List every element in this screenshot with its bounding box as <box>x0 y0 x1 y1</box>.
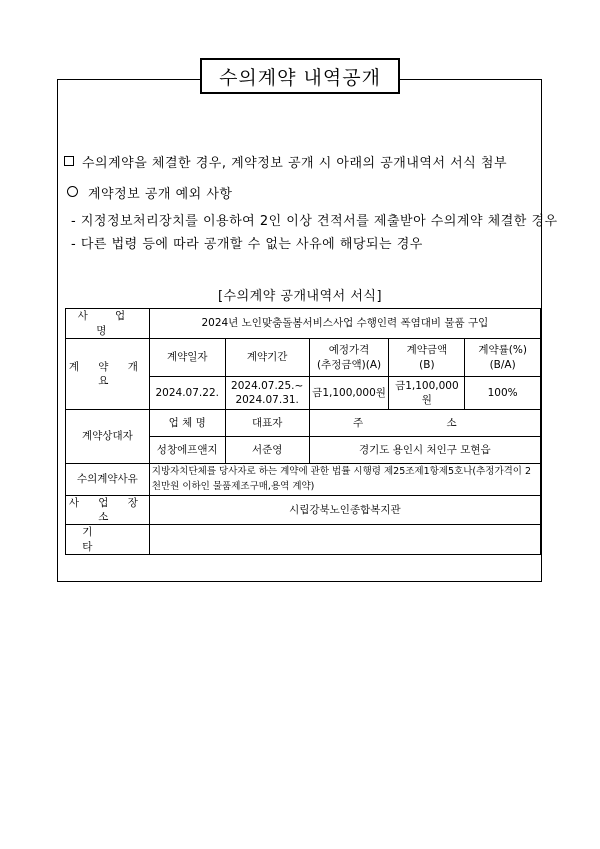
header-period: 계약기간 <box>225 339 309 377</box>
project-label: 사 업 명 <box>66 309 150 339</box>
table-row <box>66 410 541 437</box>
place-label: 사 업 장 소 <box>66 496 150 525</box>
header-amount-line1: 계약금액 <box>406 344 448 357</box>
exception-heading-text: 계약정보 공개 예외 사항 <box>88 187 233 202</box>
table-row <box>66 309 541 339</box>
value-date: 2024.07.22. <box>149 377 225 410</box>
value-period-line2: 2024.07.31. <box>235 394 299 406</box>
page-title-text: 수의계약 내역공개 <box>219 66 381 89</box>
form-title: [수의계약 공개내역서 서식] <box>217 289 383 304</box>
table-row <box>66 464 541 496</box>
notice-line <box>64 152 507 171</box>
square-bullet-icon <box>64 156 74 166</box>
reason-label: 수의계약사유 <box>66 464 150 496</box>
exception-item: - 지정정보처리장치를 이용하여 2인 이상 견적서를 제출받아 수의계약 체결한 경우 <box>71 214 558 229</box>
header-estimate <box>309 339 389 377</box>
place-value: 시립강북노인종합복지관 <box>149 496 540 525</box>
header-date: 계약일자 <box>149 339 225 377</box>
party-company: 성창에프앤지 <box>149 437 225 464</box>
exception-item: - 다른 법령 등에 따라 공개할 수 없는 사유에 해당되는 경우 <box>71 237 423 252</box>
value-period <box>225 377 309 410</box>
header-estimate-line2: (추정금액)(A) <box>316 358 382 371</box>
party-header-ceo: 대표자 <box>225 410 309 437</box>
header-amount-line2: (B) <box>419 358 435 371</box>
notice-text: 수의계약을 체결한 경우, 계약정보 공개 시 아래의 공개내역서 서식 첨부 <box>82 156 508 171</box>
table-row <box>66 525 541 554</box>
page-title <box>200 58 400 94</box>
exception-heading <box>67 183 232 202</box>
party-address: 경기도 용인시 처인구 모현읍 <box>309 437 540 464</box>
contract-table <box>65 308 541 555</box>
circle-bullet-icon <box>67 186 78 197</box>
header-estimate-line1: 예정가격 <box>328 344 370 357</box>
party-ceo: 서준영 <box>225 437 309 464</box>
value-period-line1: 2024.07.25.~ <box>231 379 304 392</box>
value-estimate: 금1,100,000원 <box>309 377 389 410</box>
reason-value: 지방자치단체를 당사자로 하는 계약에 관한 법률 시행령 제25조제1항제5호나(추정가격이 2천만원 이하인 물품제조구매,용역 계약) <box>149 464 540 496</box>
table-row <box>66 339 541 377</box>
etc-label: 기 타 <box>66 525 150 554</box>
value-rate: 100% <box>465 377 541 410</box>
table-row <box>66 496 541 525</box>
party-header-address: 주 소 <box>309 410 540 437</box>
overview-label: 계 약 개 요 <box>66 339 150 410</box>
project-value: 2024년 노인맞춤돌봄서비스사업 수행인력 폭염대비 물품 구입 <box>149 309 540 339</box>
header-rate-line2: (B/A) <box>489 358 516 371</box>
etc-value <box>149 525 540 554</box>
party-label: 계약상대자 <box>66 410 150 464</box>
value-amount: 금1,100,000원 <box>389 377 465 410</box>
header-amount <box>389 339 465 377</box>
party-header-company: 업 체 명 <box>149 410 225 437</box>
header-rate-line1: 계약률(%) <box>478 344 527 357</box>
header-rate <box>465 339 541 377</box>
